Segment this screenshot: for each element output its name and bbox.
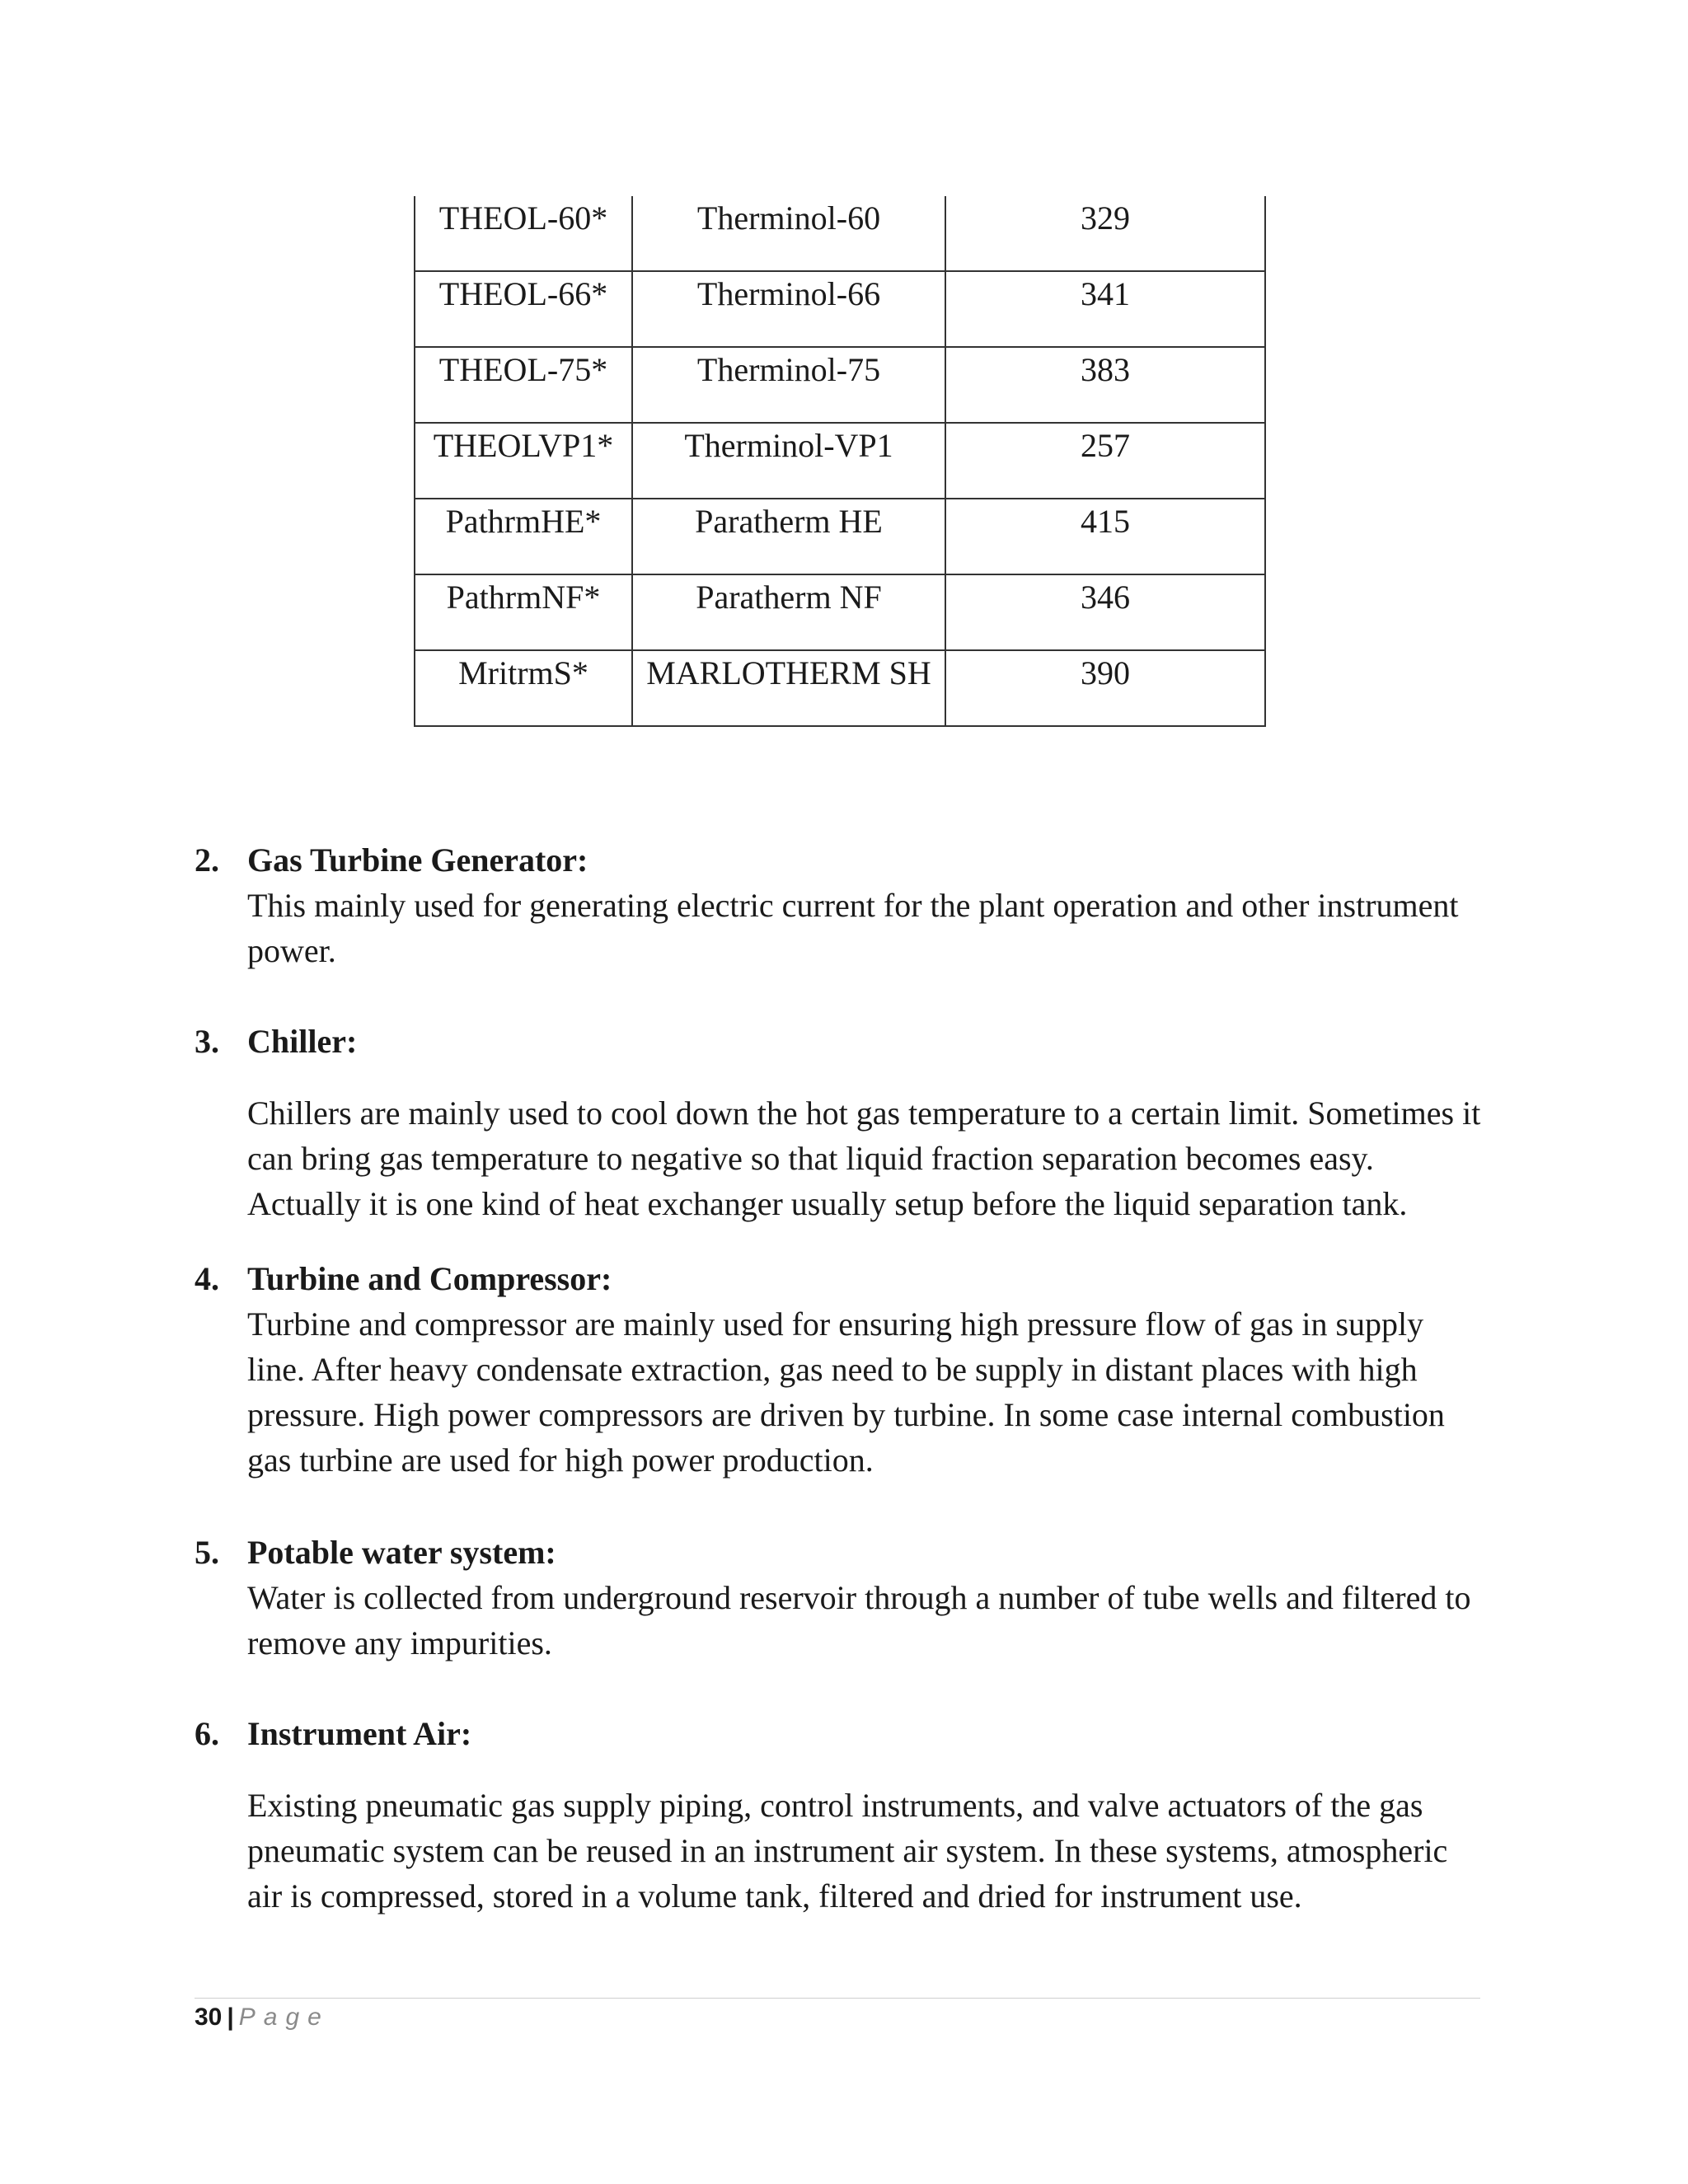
table-row bbox=[415, 650, 1265, 726]
section-paragraph: Chillers are mainly used to cool down the hot gas temperature to a certain limit. Sometimes it can bring gas temperature to negative so that liquid fraction separation becomes easy. Actually it is one kind of heat exchanger usually setup before the liquid separation tank. bbox=[247, 1094, 1481, 1222]
fluid-name-cell: MARLOTHERM SH bbox=[632, 650, 945, 726]
table-row bbox=[415, 347, 1265, 423]
section-heading: Gas Turbine Generator: bbox=[247, 841, 588, 879]
section-number: 5. bbox=[195, 1534, 219, 1571]
fluid-value-cell: 257 bbox=[945, 423, 1265, 499]
fluid-name-cell: Therminol-75 bbox=[632, 347, 945, 423]
section-paragraph: This mainly used for generating electric current for the plant operation and other instrument power. bbox=[247, 887, 1459, 969]
section-heading: Chiller: bbox=[247, 1023, 358, 1060]
page-label: Page bbox=[238, 2004, 330, 2031]
table-row bbox=[415, 574, 1265, 650]
section-paragraph: Existing pneumatic gas supply piping, control instruments, and valve actuators of the gas pneumatic system can be reused in an instrument air system. In these systems, atmospheric air is compressed, stored in a volume tank, filtered and dried for instrument use. bbox=[247, 1787, 1448, 1915]
footer-separator: | bbox=[227, 2004, 234, 2031]
section-heading: Instrument Air: bbox=[247, 1715, 472, 1752]
section-paragraph: Water is collected from underground reservoir through a number of tube wells and filtered to remove any impurities. bbox=[247, 1579, 1471, 1661]
section-instrument-air bbox=[195, 1711, 1489, 1919]
section-turbine-and-compressor bbox=[195, 1256, 1489, 1483]
footer-divider bbox=[195, 1998, 1480, 1999]
section-potable-water-system bbox=[195, 1530, 1489, 1666]
table-row bbox=[415, 499, 1265, 574]
section-gas-turbine-generator bbox=[195, 837, 1489, 973]
section-chiller bbox=[195, 1019, 1489, 1226]
fluid-value-cell: 383 bbox=[945, 347, 1265, 423]
fluid-name-cell: Paratherm NF bbox=[632, 574, 945, 650]
table-row bbox=[415, 196, 1265, 271]
table-row bbox=[415, 423, 1265, 499]
section-number: 3. bbox=[195, 1023, 219, 1060]
fluid-code-cell: THEOL-60* bbox=[415, 196, 632, 271]
page-footer bbox=[195, 2001, 330, 2034]
fluid-code-cell: THEOL-66* bbox=[415, 271, 632, 347]
section-paragraph: Turbine and compressor are mainly used for ensuring high pressure flow of gas in supply line. After heavy condensate extraction, gas need to be supply in distant places with high pressure. High power compressors are driven by turbine. In some case internal combustion gas turbine are used for high power production. bbox=[247, 1305, 1445, 1479]
fluid-name-cell: Therminol-66 bbox=[632, 271, 945, 347]
fluid-value-cell: 390 bbox=[945, 650, 1265, 726]
fluid-value-cell: 341 bbox=[945, 271, 1265, 347]
fluid-name-cell: Therminol-60 bbox=[632, 196, 945, 271]
fluid-value-cell: 415 bbox=[945, 499, 1265, 574]
section-number: 2. bbox=[195, 841, 219, 879]
heat-transfer-fluid-table bbox=[414, 196, 1266, 727]
fluid-code-cell: PathrmHE* bbox=[415, 499, 632, 574]
fluid-name-cell: Therminol-VP1 bbox=[632, 423, 945, 499]
section-number: 6. bbox=[195, 1715, 219, 1752]
fluid-code-cell: THEOL-75* bbox=[415, 347, 632, 423]
fluid-code-cell: MritrmS* bbox=[415, 650, 632, 726]
fluid-name-cell: Paratherm HE bbox=[632, 499, 945, 574]
section-heading: Potable water system: bbox=[247, 1534, 556, 1571]
fluid-code-cell: THEOLVP1* bbox=[415, 423, 632, 499]
fluid-code-cell: PathrmNF* bbox=[415, 574, 632, 650]
table-row bbox=[415, 271, 1265, 347]
section-number: 4. bbox=[195, 1260, 219, 1297]
fluid-value-cell: 346 bbox=[945, 574, 1265, 650]
page-number: 30 bbox=[195, 2004, 223, 2031]
section-heading: Turbine and Compressor: bbox=[247, 1260, 612, 1297]
fluid-value-cell: 329 bbox=[945, 196, 1265, 271]
